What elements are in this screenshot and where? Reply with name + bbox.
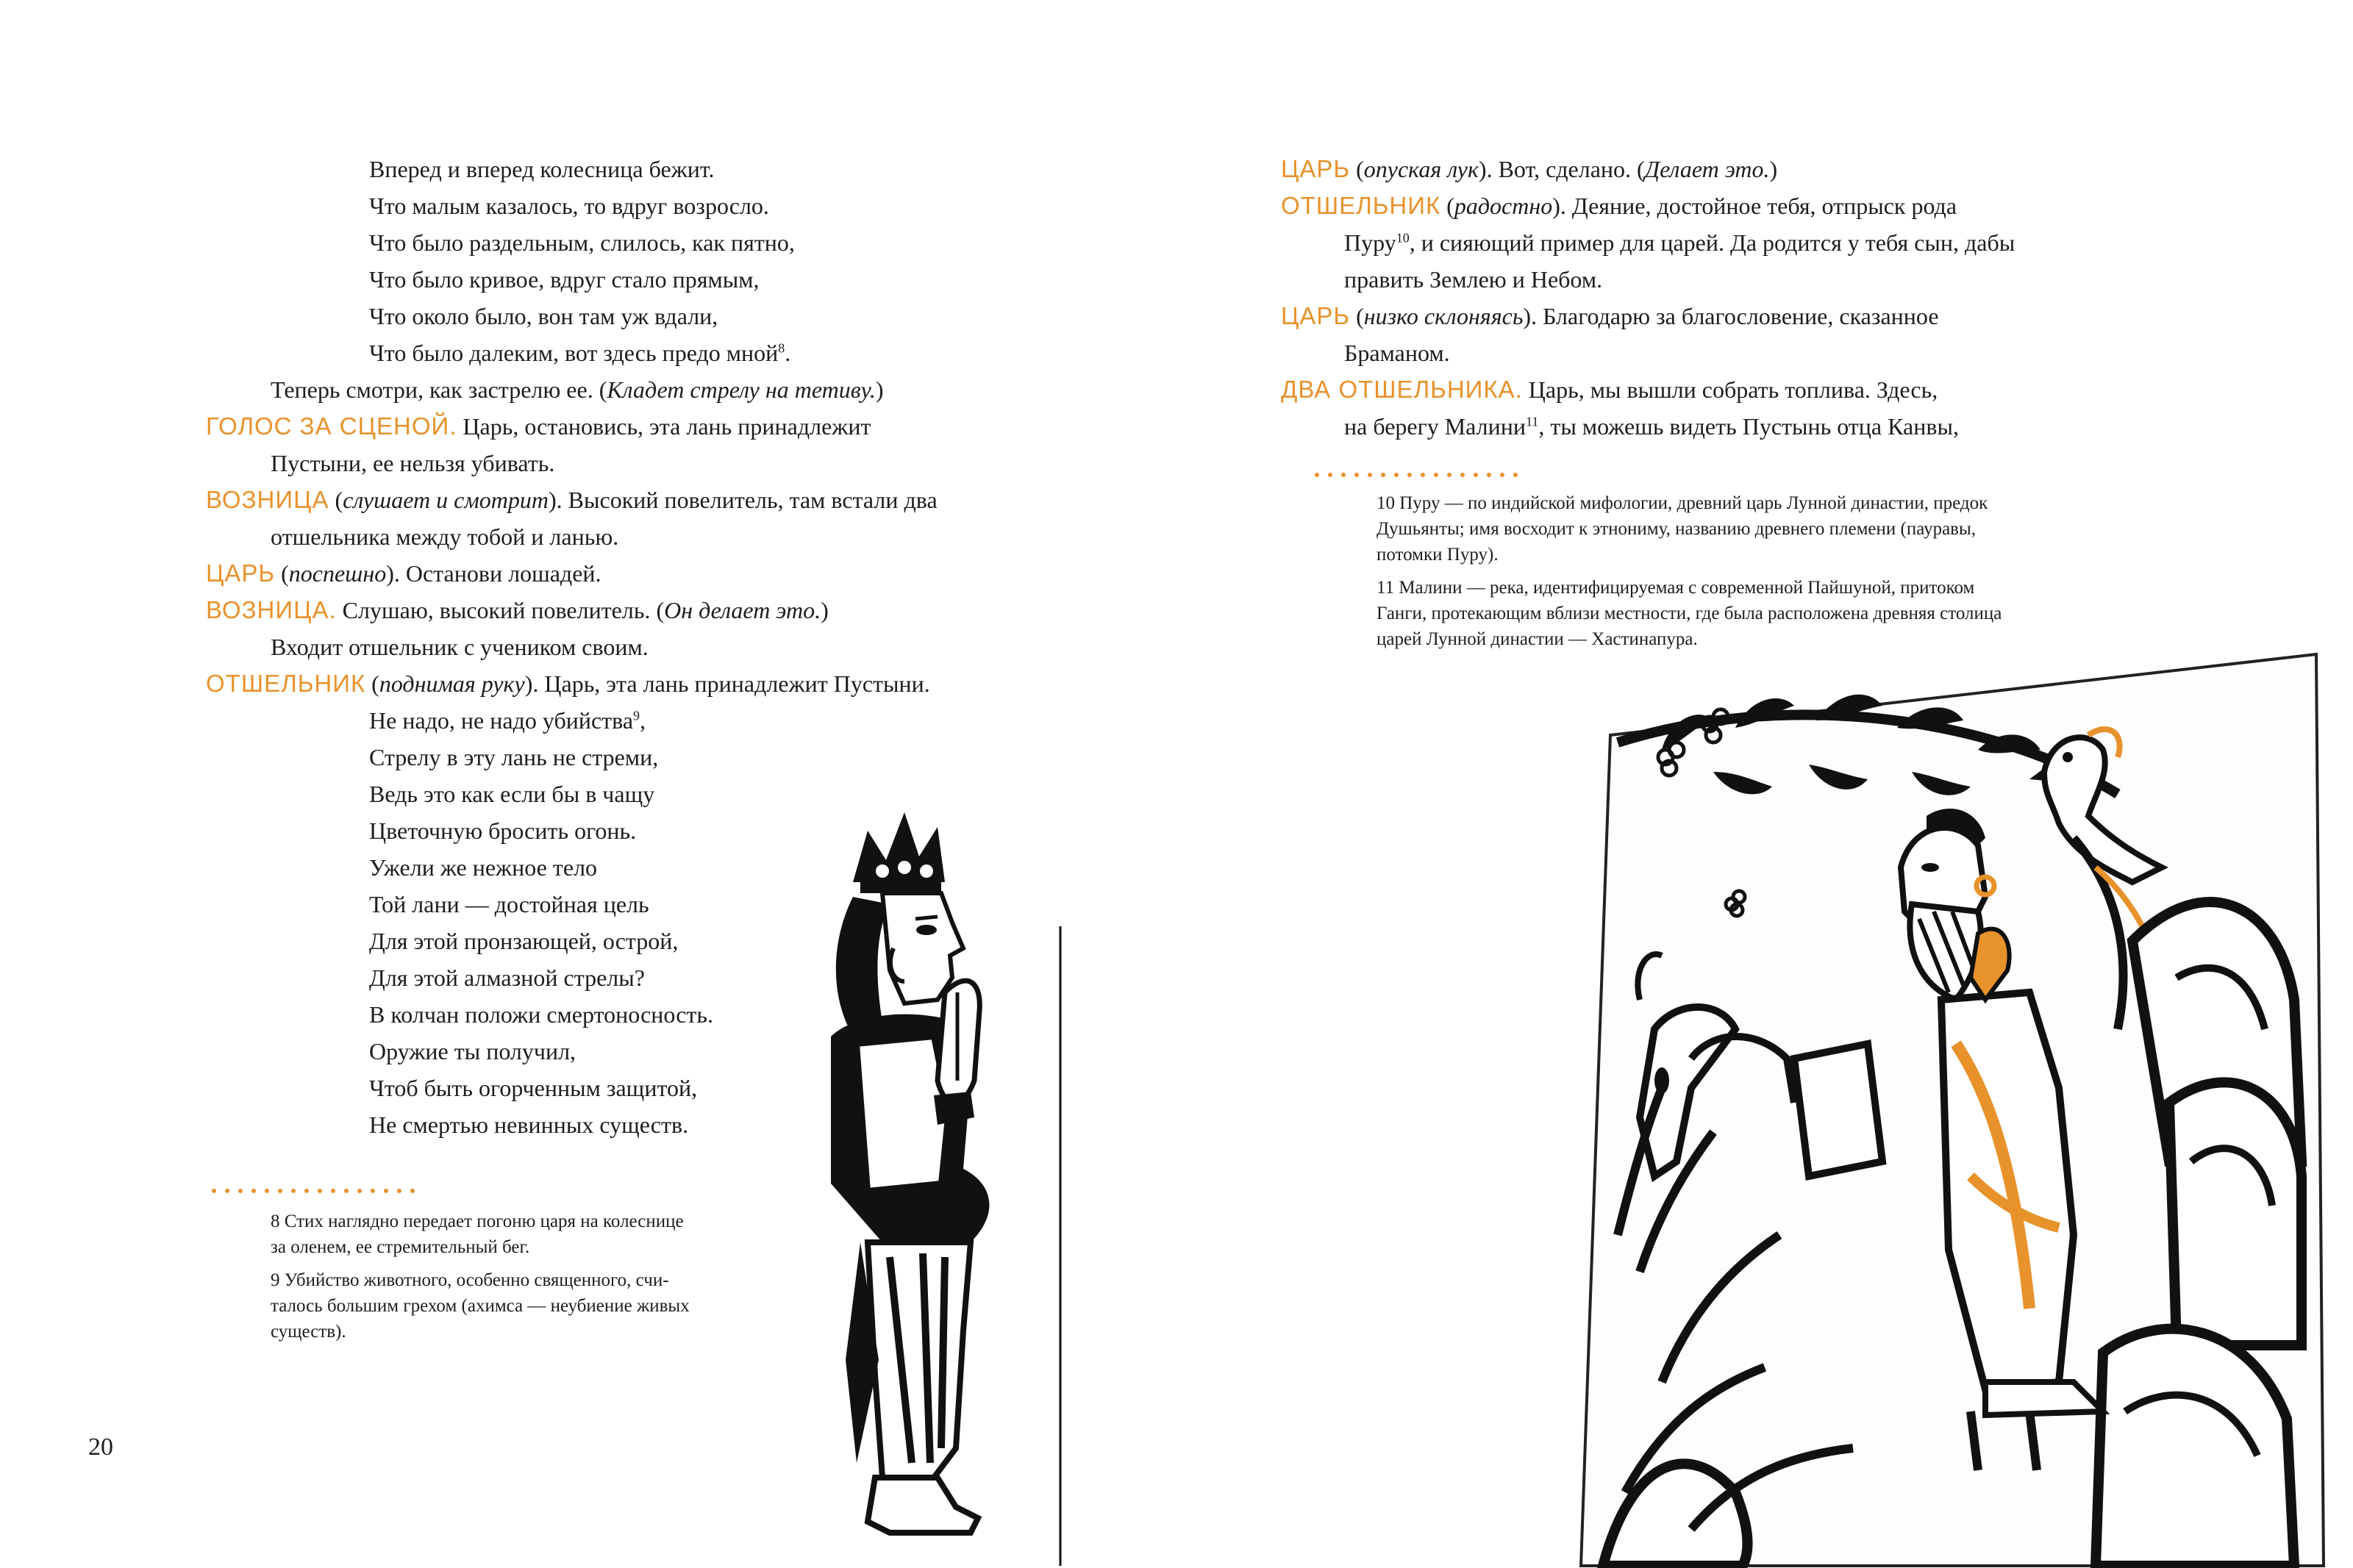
footnote-line: 9 Убийство животного, особенно священного, счи- <box>271 1270 669 1290</box>
verse-line: Что было раздельным, слилось, как пятно, <box>369 229 795 256</box>
speech-line: отшельника между тобой и ланью. <box>271 523 619 550</box>
speaker-name: ЦАРЬ <box>1281 155 1351 182</box>
footnote-separator <box>212 1184 424 1197</box>
speaker-name: ОТШЕЛЬНИК <box>1281 192 1441 219</box>
speech-dva-otshelnika: ДВА ОТШЕЛЬНИКА. Царь, мы вышли собрать топлива. Здесь, <box>1281 376 1938 403</box>
footnote-separator <box>1315 468 1527 481</box>
verse-line: Стрелу в эту лань не стреми, <box>369 744 659 770</box>
footnote-ref-10: 10 <box>1396 230 1410 246</box>
verse-line: Вперед и вперед колесница бежит. <box>369 156 715 182</box>
footnote-line: Ганги, протекающим вблизи местности, где была расположена древняя столица <box>1377 604 2002 623</box>
verse-line: Что было далеким, вот здесь предо мной$^8$. <box>369 340 791 366</box>
footnote-ref-11: 11 <box>1526 414 1539 429</box>
verse-line: Для этой алмазной стрелы? <box>369 964 645 991</box>
footnote-line: существ). <box>271 1322 346 1342</box>
speech-golos: ГОЛОС ЗА СЦЕНОЙ. Царь, остановись, эта лань принадлежит <box>206 412 871 440</box>
speaker-name: ВОЗНИЦА <box>206 486 329 513</box>
verse-line: Что было кривое, вдруг стало прямым, <box>369 266 760 293</box>
speaker-name: ДВА ОТШЕЛЬНИКА. <box>1281 376 1523 403</box>
speaker-name: ЦАРЬ <box>1281 302 1351 329</box>
speech-tsar: ЦАРЬ (опуская лук). Вот, сделано. (Делает это.) <box>1281 155 1778 182</box>
speech-line: Пустыни, ее нельзя убивать. <box>271 450 555 476</box>
verse-line: Оружие ты получил, <box>369 1038 576 1064</box>
hermit-illustration <box>1471 647 2353 1568</box>
footnote-line: Душьянты; имя восходит к этнониму, названию древнего племени (пауравы, <box>1377 519 1977 539</box>
speech-line: Браманом. <box>1344 340 1450 366</box>
speech-tsar: ЦАРЬ (поспешно). Останови лошадей. <box>206 559 601 587</box>
verse-line: Чтоб быть огорченным защитой, <box>369 1075 698 1101</box>
left-page <box>0 0 1176 1568</box>
verse-line: Той лани — достойная цель <box>369 891 649 917</box>
verse-line: Для этой пронзающей, острой, <box>369 928 679 954</box>
verse-line: В колчан положи смертоносность. <box>369 1001 713 1028</box>
speaker-name: ЦАРЬ <box>206 559 276 587</box>
verse-line: Не надо, не надо убийства$^9$, <box>369 707 646 734</box>
speaker-name: ОТШЕЛЬНИК <box>206 670 366 697</box>
stage-line: Теперь смотри, как застрелю ее. (Кладет стрелу на тетиву.) <box>271 376 884 403</box>
speech-voznica: ВОЗНИЦА (слушает и смотрит). Высокий повелитель, там встали два <box>206 486 938 513</box>
verse-line: Цветочную бросить огонь. <box>369 817 637 844</box>
verse-line: Что малым казалось, то вдруг возросло. <box>369 193 769 219</box>
verse-line: Не смертью невинных существ. <box>369 1111 689 1138</box>
footnote-line: потомки Пуру). <box>1377 545 1499 565</box>
speech-line: править Землею и Небом. <box>1344 266 1603 293</box>
speech-voznica: ВОЗНИЦА. Слушаю, высокий повелитель. (Он делает это.) <box>206 596 829 623</box>
speech-tsar: ЦАРЬ (низко склоняясь). Благодарю за благословение, сказанное <box>1281 302 1939 329</box>
verse-line: Что около было, вон там уж вдали, <box>369 303 718 329</box>
page-number: 20 <box>88 1433 113 1461</box>
speech-line: Пуру$^{10}$, и сияющий пример для царей. Да родится у тебя сын, дабы <box>1344 229 2015 256</box>
speech-line: на берегу Малини$^{11}$, ты можешь видеть Пустынь отца Канвы, <box>1344 413 1959 440</box>
footnote-ref-9: 9 <box>633 708 640 723</box>
verse-line: Ведь это как если бы в чащу <box>369 781 655 807</box>
speaker-name: ГОЛОС ЗА СЦЕНОЙ. <box>206 412 457 440</box>
footnote-line: царей Лунной династии — Хастинапура. <box>1377 629 1698 649</box>
verse-line: Ужели же нежное тело <box>369 854 598 881</box>
footnote-line: 11 Малини — река, идентифицируемая с современной Пайшуной, притоком <box>1377 578 1975 598</box>
footnote-line: 10 Пуру — по индийской мифологии, древний царь Лунной династии, предок <box>1377 493 1988 513</box>
right-page <box>1176 0 2353 1568</box>
footnote-line: за оленем, ее стремительный бег. <box>271 1237 530 1257</box>
footnote-ref-8: 8 <box>778 340 785 356</box>
speaker-name: ВОЗНИЦА. <box>206 596 337 623</box>
footnote-line: талось большим грехом (ахимса — неубиение живых <box>271 1296 690 1316</box>
speech-otshelnik: ОТШЕЛЬНИК (радостно). Деяние, достойное тебя, отпрыск рода <box>1281 192 1957 219</box>
speech-otshelnik: ОТШЕЛЬНИК (поднимая руку). Царь, эта лань принадлежит Пустыни. <box>206 670 930 697</box>
footnote-line: 8 Стих наглядно передает погоню царя на колеснице <box>271 1211 684 1231</box>
praying-king-illustration <box>787 801 1066 1566</box>
stage-direction: Входит отшельник с учеником своим. <box>271 634 649 660</box>
